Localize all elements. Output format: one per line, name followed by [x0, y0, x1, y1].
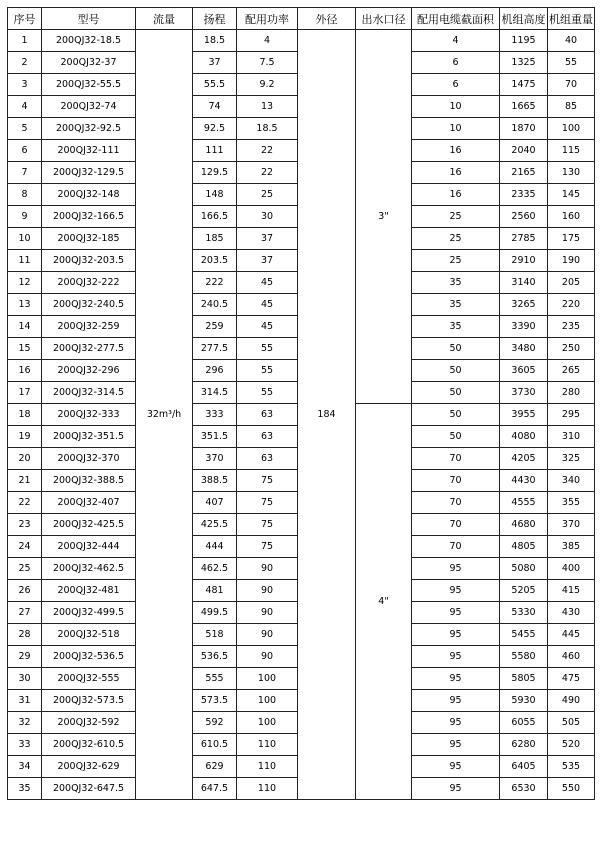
row-number-cell: 27: [8, 602, 42, 624]
weight-cell: 415: [548, 580, 595, 602]
cable-cell: 16: [412, 162, 500, 184]
head-cell: 425.5: [193, 514, 237, 536]
row-number-cell: 15: [8, 338, 42, 360]
height-cell: 2910: [500, 250, 548, 272]
model-cell: 200QJ32-222: [42, 272, 136, 294]
cable-cell: 50: [412, 360, 500, 382]
model-cell: 200QJ32-92.5: [42, 118, 136, 140]
power-cell: 55: [237, 360, 298, 382]
row-number-cell: 28: [8, 624, 42, 646]
power-cell: 25: [237, 184, 298, 206]
head-cell: 370: [193, 448, 237, 470]
row-number-cell: 20: [8, 448, 42, 470]
power-cell: 100: [237, 690, 298, 712]
height-cell: 1195: [500, 30, 548, 52]
row-number-cell: 29: [8, 646, 42, 668]
cable-cell: 95: [412, 602, 500, 624]
row-number-cell: 17: [8, 382, 42, 404]
model-cell: 200QJ32-240.5: [42, 294, 136, 316]
height-cell: 4805: [500, 536, 548, 558]
power-cell: 37: [237, 228, 298, 250]
height-cell: 4430: [500, 470, 548, 492]
weight-cell: 520: [548, 734, 595, 756]
height-cell: 3390: [500, 316, 548, 338]
head-cell: 129.5: [193, 162, 237, 184]
head-cell: 481: [193, 580, 237, 602]
cable-cell: 6: [412, 52, 500, 74]
weight-cell: 280: [548, 382, 595, 404]
row-number-cell: 8: [8, 184, 42, 206]
power-cell: 75: [237, 514, 298, 536]
power-cell: 45: [237, 316, 298, 338]
weight-cell: 175: [548, 228, 595, 250]
row-number-cell: 13: [8, 294, 42, 316]
model-cell: 200QJ32-536.5: [42, 646, 136, 668]
head-cell: 296: [193, 360, 237, 382]
head-cell: 18.5: [193, 30, 237, 52]
row-number-cell: 19: [8, 426, 42, 448]
model-cell: 200QJ32-333: [42, 404, 136, 426]
height-cell: 3140: [500, 272, 548, 294]
cable-cell: 95: [412, 580, 500, 602]
weight-cell: 310: [548, 426, 595, 448]
cable-cell: 70: [412, 470, 500, 492]
power-cell: 63: [237, 448, 298, 470]
weight-cell: 115: [548, 140, 595, 162]
height-cell: 4080: [500, 426, 548, 448]
row-number-cell: 18: [8, 404, 42, 426]
model-cell: 200QJ32-259: [42, 316, 136, 338]
head-cell: 647.5: [193, 778, 237, 800]
power-cell: 55: [237, 338, 298, 360]
weight-cell: 190: [548, 250, 595, 272]
weight-cell: 85: [548, 96, 595, 118]
weight-cell: 250: [548, 338, 595, 360]
model-cell: 200QJ32-111: [42, 140, 136, 162]
model-cell: 200QJ32-277.5: [42, 338, 136, 360]
weight-cell: 505: [548, 712, 595, 734]
row-number-cell: 6: [8, 140, 42, 162]
head-cell: 573.5: [193, 690, 237, 712]
head-cell: 555: [193, 668, 237, 690]
power-cell: 90: [237, 602, 298, 624]
height-cell: 5930: [500, 690, 548, 712]
row-number-cell: 5: [8, 118, 42, 140]
row-number-cell: 22: [8, 492, 42, 514]
height-cell: 2560: [500, 206, 548, 228]
row-number-cell: 4: [8, 96, 42, 118]
power-cell: 63: [237, 426, 298, 448]
model-cell: 200QJ32-351.5: [42, 426, 136, 448]
height-cell: 3265: [500, 294, 548, 316]
cable-cell: 50: [412, 426, 500, 448]
cable-cell: 95: [412, 778, 500, 800]
cable-cell: 16: [412, 184, 500, 206]
cable-cell: 50: [412, 338, 500, 360]
weight-cell: 430: [548, 602, 595, 624]
height-cell: 5580: [500, 646, 548, 668]
head-cell: 203.5: [193, 250, 237, 272]
model-cell: 200QJ32-444: [42, 536, 136, 558]
power-cell: 110: [237, 756, 298, 778]
header-cell: 配用功率: [237, 8, 298, 30]
height-cell: 3955: [500, 404, 548, 426]
model-cell: 200QJ32-203.5: [42, 250, 136, 272]
weight-cell: 490: [548, 690, 595, 712]
height-cell: 2165: [500, 162, 548, 184]
head-cell: 333: [193, 404, 237, 426]
power-cell: 75: [237, 470, 298, 492]
weight-cell: 160: [548, 206, 595, 228]
cable-cell: 70: [412, 492, 500, 514]
header-cell: 出水口径: [356, 8, 412, 30]
row-number-cell: 25: [8, 558, 42, 580]
weight-cell: 385: [548, 536, 595, 558]
head-cell: 351.5: [193, 426, 237, 448]
model-cell: 200QJ32-55.5: [42, 74, 136, 96]
height-cell: 4680: [500, 514, 548, 536]
cable-cell: 95: [412, 756, 500, 778]
power-cell: 22: [237, 162, 298, 184]
row-number-cell: 16: [8, 360, 42, 382]
head-cell: 148: [193, 184, 237, 206]
model-cell: 200QJ32-647.5: [42, 778, 136, 800]
height-cell: 2335: [500, 184, 548, 206]
model-cell: 200QJ32-129.5: [42, 162, 136, 184]
header-cell: 型号: [42, 8, 136, 30]
model-cell: 200QJ32-370: [42, 448, 136, 470]
model-cell: 200QJ32-296: [42, 360, 136, 382]
head-cell: 407: [193, 492, 237, 514]
height-cell: 3730: [500, 382, 548, 404]
outlet-size-cell: 3": [356, 30, 412, 404]
model-cell: 200QJ32-610.5: [42, 734, 136, 756]
height-cell: 5455: [500, 624, 548, 646]
head-cell: 536.5: [193, 646, 237, 668]
flow-cell: 32m³/h: [136, 30, 193, 800]
cable-cell: 25: [412, 206, 500, 228]
model-cell: 200QJ32-499.5: [42, 602, 136, 624]
head-cell: 314.5: [193, 382, 237, 404]
cable-cell: 25: [412, 228, 500, 250]
weight-cell: 205: [548, 272, 595, 294]
row-number-cell: 14: [8, 316, 42, 338]
cable-cell: 95: [412, 646, 500, 668]
model-cell: 200QJ32-518: [42, 624, 136, 646]
cable-cell: 35: [412, 272, 500, 294]
height-cell: 4205: [500, 448, 548, 470]
model-cell: 200QJ32-18.5: [42, 30, 136, 52]
model-cell: 200QJ32-555: [42, 668, 136, 690]
header-cell: 扬程: [193, 8, 237, 30]
cable-cell: 95: [412, 712, 500, 734]
cable-cell: 16: [412, 140, 500, 162]
header-cell: 序号: [8, 8, 42, 30]
outlet-size-cell: 4": [356, 404, 412, 800]
head-cell: 92.5: [193, 118, 237, 140]
power-cell: 4: [237, 30, 298, 52]
cable-cell: 6: [412, 74, 500, 96]
power-cell: 37: [237, 250, 298, 272]
height-cell: 5205: [500, 580, 548, 602]
weight-cell: 475: [548, 668, 595, 690]
model-cell: 200QJ32-185: [42, 228, 136, 250]
power-cell: 18.5: [237, 118, 298, 140]
power-cell: 90: [237, 624, 298, 646]
row-number-cell: 30: [8, 668, 42, 690]
height-cell: 6530: [500, 778, 548, 800]
head-cell: 629: [193, 756, 237, 778]
power-cell: 13: [237, 96, 298, 118]
power-cell: 45: [237, 272, 298, 294]
row-number-cell: 21: [8, 470, 42, 492]
pump-spec-table: [7, 7, 595, 800]
model-cell: 200QJ32-37: [42, 52, 136, 74]
height-cell: 1665: [500, 96, 548, 118]
power-cell: 63: [237, 404, 298, 426]
head-cell: 185: [193, 228, 237, 250]
header-cell: 流量: [136, 8, 193, 30]
model-cell: 200QJ32-407: [42, 492, 136, 514]
model-cell: 200QJ32-314.5: [42, 382, 136, 404]
header-cell: 配用电缆截面积: [412, 8, 500, 30]
power-cell: 100: [237, 668, 298, 690]
power-cell: 110: [237, 734, 298, 756]
model-cell: 200QJ32-148: [42, 184, 136, 206]
cable-cell: 4: [412, 30, 500, 52]
height-cell: 1325: [500, 52, 548, 74]
head-cell: 259: [193, 316, 237, 338]
row-number-cell: 24: [8, 536, 42, 558]
weight-cell: 130: [548, 162, 595, 184]
head-cell: 37: [193, 52, 237, 74]
row-number-cell: 34: [8, 756, 42, 778]
cable-cell: 95: [412, 558, 500, 580]
model-cell: 200QJ32-462.5: [42, 558, 136, 580]
head-cell: 111: [193, 140, 237, 162]
weight-cell: 295: [548, 404, 595, 426]
head-cell: 74: [193, 96, 237, 118]
model-cell: 200QJ32-166.5: [42, 206, 136, 228]
height-cell: 6280: [500, 734, 548, 756]
height-cell: 6405: [500, 756, 548, 778]
row-number-cell: 2: [8, 52, 42, 74]
header-cell: 机组高度: [500, 8, 548, 30]
weight-cell: 550: [548, 778, 595, 800]
model-cell: 200QJ32-573.5: [42, 690, 136, 712]
power-cell: 7.5: [237, 52, 298, 74]
head-cell: 222: [193, 272, 237, 294]
table-body: [8, 30, 595, 800]
power-cell: 110: [237, 778, 298, 800]
height-cell: 1870: [500, 118, 548, 140]
weight-cell: 265: [548, 360, 595, 382]
height-cell: 3605: [500, 360, 548, 382]
height-cell: 5805: [500, 668, 548, 690]
power-cell: 90: [237, 646, 298, 668]
weight-cell: 55: [548, 52, 595, 74]
row-number-cell: 31: [8, 690, 42, 712]
row-number-cell: 12: [8, 272, 42, 294]
weight-cell: 100: [548, 118, 595, 140]
head-cell: 444: [193, 536, 237, 558]
row-number-cell: 33: [8, 734, 42, 756]
row-number-cell: 9: [8, 206, 42, 228]
height-cell: 2785: [500, 228, 548, 250]
row-number-cell: 35: [8, 778, 42, 800]
header-cell: 外径: [298, 8, 356, 30]
head-cell: 55.5: [193, 74, 237, 96]
row-number-cell: 11: [8, 250, 42, 272]
cable-cell: 10: [412, 118, 500, 140]
height-cell: 4555: [500, 492, 548, 514]
head-cell: 610.5: [193, 734, 237, 756]
cable-cell: 70: [412, 448, 500, 470]
cable-cell: 95: [412, 690, 500, 712]
weight-cell: 460: [548, 646, 595, 668]
weight-cell: 220: [548, 294, 595, 316]
cable-cell: 50: [412, 404, 500, 426]
power-cell: 9.2: [237, 74, 298, 96]
model-cell: 200QJ32-592: [42, 712, 136, 734]
power-cell: 30: [237, 206, 298, 228]
head-cell: 592: [193, 712, 237, 734]
weight-cell: 340: [548, 470, 595, 492]
height-cell: 1475: [500, 74, 548, 96]
cable-cell: 95: [412, 734, 500, 756]
weight-cell: 235: [548, 316, 595, 338]
cable-cell: 70: [412, 514, 500, 536]
power-cell: 75: [237, 536, 298, 558]
head-cell: 518: [193, 624, 237, 646]
cable-cell: 50: [412, 382, 500, 404]
weight-cell: 400: [548, 558, 595, 580]
head-cell: 462.5: [193, 558, 237, 580]
table-row: [8, 30, 595, 52]
model-cell: 200QJ32-388.5: [42, 470, 136, 492]
height-cell: 2040: [500, 140, 548, 162]
model-cell: 200QJ32-481: [42, 580, 136, 602]
head-cell: 277.5: [193, 338, 237, 360]
row-number-cell: 32: [8, 712, 42, 734]
power-cell: 55: [237, 382, 298, 404]
weight-cell: 445: [548, 624, 595, 646]
row-number-cell: 1: [8, 30, 42, 52]
power-cell: 90: [237, 580, 298, 602]
weight-cell: 40: [548, 30, 595, 52]
head-cell: 166.5: [193, 206, 237, 228]
weight-cell: 325: [548, 448, 595, 470]
height-cell: 6055: [500, 712, 548, 734]
row-number-cell: 3: [8, 74, 42, 96]
weight-cell: 70: [548, 74, 595, 96]
height-cell: 5330: [500, 602, 548, 624]
power-cell: 45: [237, 294, 298, 316]
weight-cell: 370: [548, 514, 595, 536]
header-cell: 机组重量: [548, 8, 595, 30]
cable-cell: 70: [412, 536, 500, 558]
row-number-cell: 26: [8, 580, 42, 602]
weight-cell: 355: [548, 492, 595, 514]
power-cell: 22: [237, 140, 298, 162]
row-number-cell: 23: [8, 514, 42, 536]
cable-cell: 10: [412, 96, 500, 118]
model-cell: 200QJ32-74: [42, 96, 136, 118]
cable-cell: 25: [412, 250, 500, 272]
head-cell: 388.5: [193, 470, 237, 492]
outer-diameter-cell: 184: [298, 30, 356, 800]
weight-cell: 145: [548, 184, 595, 206]
model-cell: 200QJ32-425.5: [42, 514, 136, 536]
header-row: [8, 8, 595, 30]
model-cell: 200QJ32-629: [42, 756, 136, 778]
head-cell: 499.5: [193, 602, 237, 624]
height-cell: 3480: [500, 338, 548, 360]
head-cell: 240.5: [193, 294, 237, 316]
weight-cell: 535: [548, 756, 595, 778]
cable-cell: 95: [412, 624, 500, 646]
height-cell: 5080: [500, 558, 548, 580]
cable-cell: 35: [412, 294, 500, 316]
cable-cell: 35: [412, 316, 500, 338]
power-cell: 100: [237, 712, 298, 734]
row-number-cell: 10: [8, 228, 42, 250]
power-cell: 75: [237, 492, 298, 514]
power-cell: 90: [237, 558, 298, 580]
row-number-cell: 7: [8, 162, 42, 184]
cable-cell: 95: [412, 668, 500, 690]
